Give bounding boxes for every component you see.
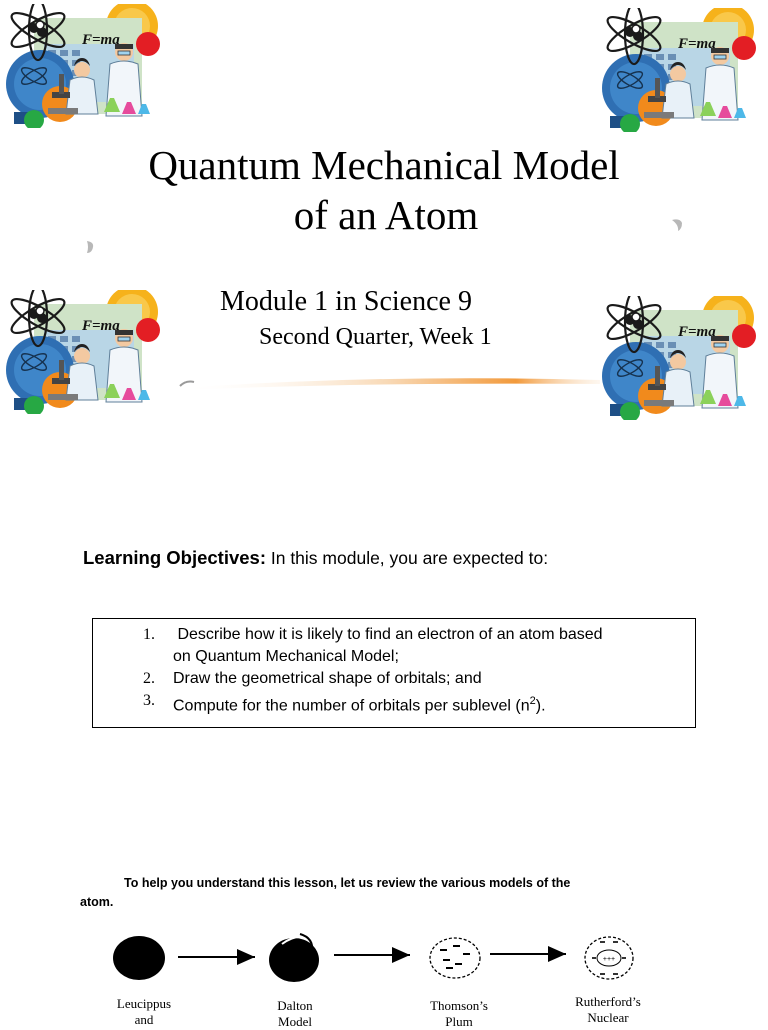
scientists-clipart-top-right (600, 8, 758, 132)
scientists-clipart-mid-right (600, 296, 758, 420)
module-label: Module 1 in Science 9 (220, 286, 472, 317)
dalton-sphere-icon (269, 934, 319, 982)
objective-number: 1. (143, 626, 155, 643)
objective-number: 2. (143, 670, 155, 687)
solid-sphere-icon (113, 936, 165, 980)
caption-line: Model (278, 1014, 312, 1029)
caption-line: Rutherford’s (575, 994, 641, 1009)
caption-line: and (134, 1012, 154, 1027)
caption-line: Plum (445, 1014, 473, 1029)
objective-item-3 (93, 690, 695, 717)
quarter-week-label: Second Quarter, Week 1 (259, 324, 492, 350)
scientists-clipart-icon (600, 296, 758, 420)
learning-objectives-label: Learning Objectives: (83, 547, 266, 568)
nuclear-model-icon (585, 937, 633, 979)
objective-text-end: ). (535, 697, 546, 715)
objective-text (173, 690, 546, 717)
objective-text: Draw the geometrical shape of orbitals; and (173, 670, 482, 687)
page-title (0, 140, 768, 240)
decorative-swoosh (170, 376, 600, 390)
scientists-clipart-icon (4, 290, 162, 414)
review-line-1: To help you understand this lesson, let us review the various models of the (124, 876, 571, 890)
caption-line: Nuclear (587, 1010, 629, 1025)
objective-text-line-2: on Quantum Mechanical Model; (173, 648, 399, 665)
objective-superscript: 2 (529, 695, 536, 707)
model-caption-rutherford (552, 994, 664, 1026)
title-line-1: Quantum Mechanical Model (148, 142, 620, 188)
decorative-mark (671, 218, 683, 232)
objective-text-line-1: Describe how it is likely to find an electron of an atom based (173, 626, 603, 643)
objectives-box (92, 618, 696, 728)
model-caption-dalton (255, 998, 335, 1030)
scientists-clipart-mid-left (4, 290, 162, 414)
objective-text (173, 624, 603, 668)
review-line-2: atom. (80, 895, 114, 909)
caption-line: Thomson’s (430, 998, 488, 1013)
plum-pudding-icon (430, 938, 480, 978)
model-caption-thomson (411, 998, 507, 1030)
objective-text-main: Compute for the number of orbitals per sublevel (n (173, 697, 530, 715)
review-paragraph (80, 874, 660, 912)
title-line-2: of an Atom (293, 192, 479, 238)
caption-line: Dalton (277, 998, 313, 1013)
model-caption-leucippus (104, 996, 184, 1028)
scientists-clipart-top-left (4, 4, 162, 128)
caption-line: Leucippus (116, 996, 172, 1011)
scientists-clipart-icon (600, 8, 758, 132)
objective-item-1 (93, 624, 695, 668)
svg-text:+++: +++ (602, 956, 616, 963)
learning-objectives-heading (83, 547, 548, 569)
objective-item-2 (93, 668, 695, 690)
objective-number: 3. (143, 692, 155, 709)
learning-objectives-intro: In this module, you are expected to: (266, 548, 549, 568)
scientists-clipart-icon (4, 4, 162, 128)
atomic-models-diagram (0, 930, 768, 1029)
decorative-mark (84, 240, 96, 254)
